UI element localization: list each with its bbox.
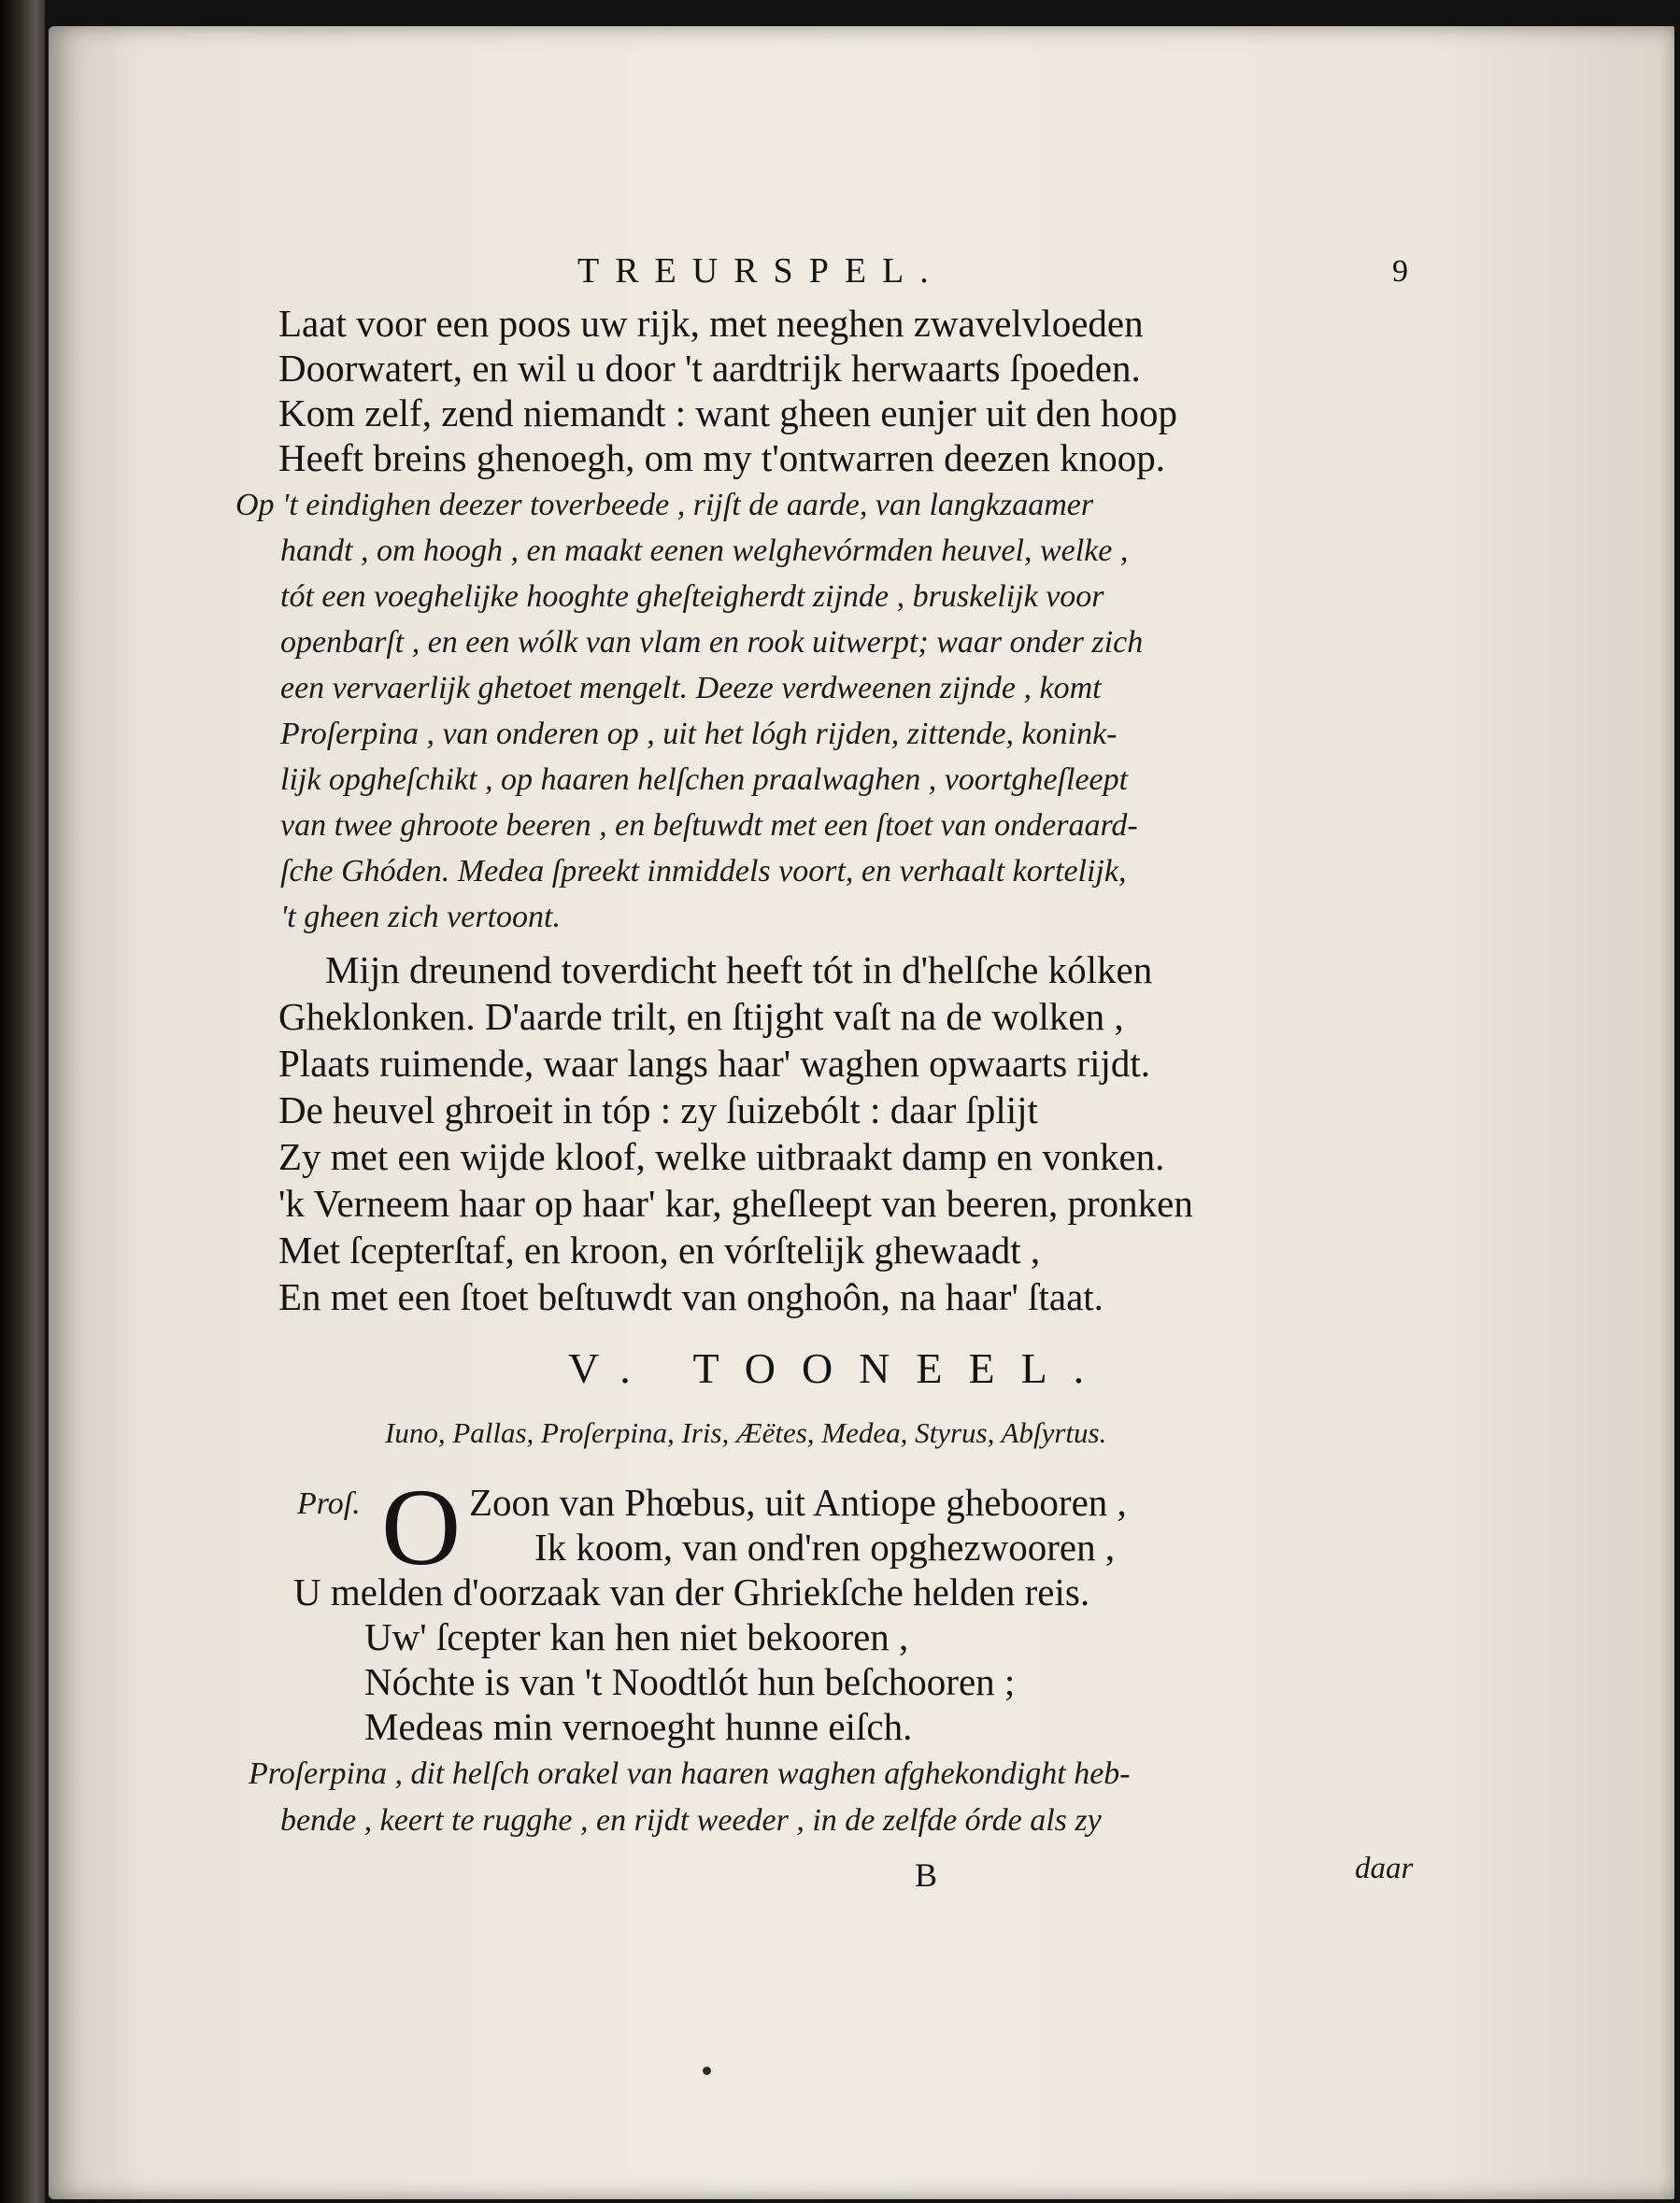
stage-direction-line: van twee ghroote beeren , en beſtuwdt met een ſtoet van onderaard- xyxy=(280,808,1138,843)
verse-line: En met een ſtoet beſtuwdt van onghoôn, na haar' ſtaat. xyxy=(278,1275,1103,1318)
verse-line: De heuvel ghroeit in tóp : zy ſuizebólt : daar ſplijt xyxy=(278,1088,1038,1131)
signature-mark: B xyxy=(915,1856,938,1894)
verse-line: 'k Verneem haar op haar' kar, gheſleept van beeren, pronken xyxy=(278,1182,1193,1225)
verse-line: Ik koom, van ond'ren opghezwooren , xyxy=(534,1526,1116,1569)
verse-line: Medeas min vernoeght hunne eiſch. xyxy=(364,1705,913,1748)
stage-direction-line: Proſerpina , dit helſch orakel van haaren waghen afghekondight heb- xyxy=(249,1756,1131,1791)
ink-speck xyxy=(703,2067,711,2075)
page-number: 9 xyxy=(1392,254,1408,289)
stage-direction-line: Proſerpina , van onderen op , uit het lógh rijden, zittende, konink- xyxy=(280,717,1118,751)
stage-direction-line: lijk opgheſchikt , op haaren helſchen praalwaghen , voortgheſleept xyxy=(280,762,1129,797)
verse-line: Gheklonken. D'aarde trilt, en ſtijght vaſt na de wolken , xyxy=(278,995,1124,1038)
verse-line: Laat voor een poos uw rijk, met neeghen zwavelvloeden xyxy=(278,302,1144,345)
drop-cap: O xyxy=(381,1466,462,1588)
verse-line: Doorwatert, en wil u door 't aardtrijk herwaarts ſpoeden. xyxy=(278,347,1141,390)
verse-line: U melden d'oorzaak van der Ghriekſche helden reis. xyxy=(293,1571,1090,1613)
stage-direction-line: 't gheen zich vertoont. xyxy=(280,900,561,934)
stage-direction-line: een vervaerlijk ghetoet mengelt. Deeze verdweenen zijnde , komt xyxy=(280,671,1102,705)
running-head: TREURSPEL. xyxy=(577,251,945,291)
verse-line: Met ſcepterſtaf, en kroon, en vórſtelijk ghewaadt , xyxy=(278,1229,1041,1272)
stage-direction-line: tót een voeghelijke hooghte gheſteigherdt zijnde , bruskelijk voor xyxy=(280,579,1104,614)
stage-direction-line: openbarſt , en een wólk van vlam en rook uitwerpt; waar onder zich xyxy=(280,625,1144,660)
verse-line: Uw' ſcepter kan hen niet bekooren , xyxy=(364,1615,909,1658)
book-page xyxy=(49,26,1674,2199)
verse-line: Mijn dreunend toverdicht heeft tót in d'helſche kólken xyxy=(325,948,1153,991)
verse-line: Zy met een wijde kloof, welke uitbraakt damp en vonken. xyxy=(278,1135,1165,1178)
stage-direction-line: Op 't eindighen deezer toverbeede , rijſt de aarde, van langkzaamer xyxy=(235,488,1094,522)
verse-line: Nóchte is van 't Noodtlót hun beſchooren ; xyxy=(364,1660,1016,1703)
verse-line: Plaats ruimende, waar langs haar' waghen opwaarts rijdt. xyxy=(278,1042,1150,1085)
stage-direction-line: handt , om hoogh , en maakt eenen welghevórmden heuvel, welke , xyxy=(280,533,1129,568)
book-spine-edge xyxy=(0,0,45,2203)
scene-heading: V. TOONEEL. xyxy=(568,1344,1111,1392)
verse-line: Heeft breins ghenoegh, om my t'ontwarren deezen knoop. xyxy=(278,436,1165,479)
verse-line: Kom zelf, zend niemandt : want gheen eunjer uit den hoop xyxy=(278,391,1178,434)
cast-list: Iuno, Pallas, Proſerpina, Iris, Æëtes, Medea, Styrus, Abſyrtus. xyxy=(385,1416,1107,1449)
stage-direction-line: ſche Ghóden. Medea ſpreekt inmiddels voort, en verhaalt kortelijk, xyxy=(280,854,1127,888)
speaker-label: Proſ. xyxy=(297,1486,361,1521)
verse-line: Zoon van Phœbus, uit Antiope ghebooren , xyxy=(469,1481,1127,1524)
stage-direction-line: bende , keert te rugghe , en rijdt weeder , in de zelfde órde als zy xyxy=(280,1803,1102,1838)
catchword: daar xyxy=(1355,1852,1414,1885)
